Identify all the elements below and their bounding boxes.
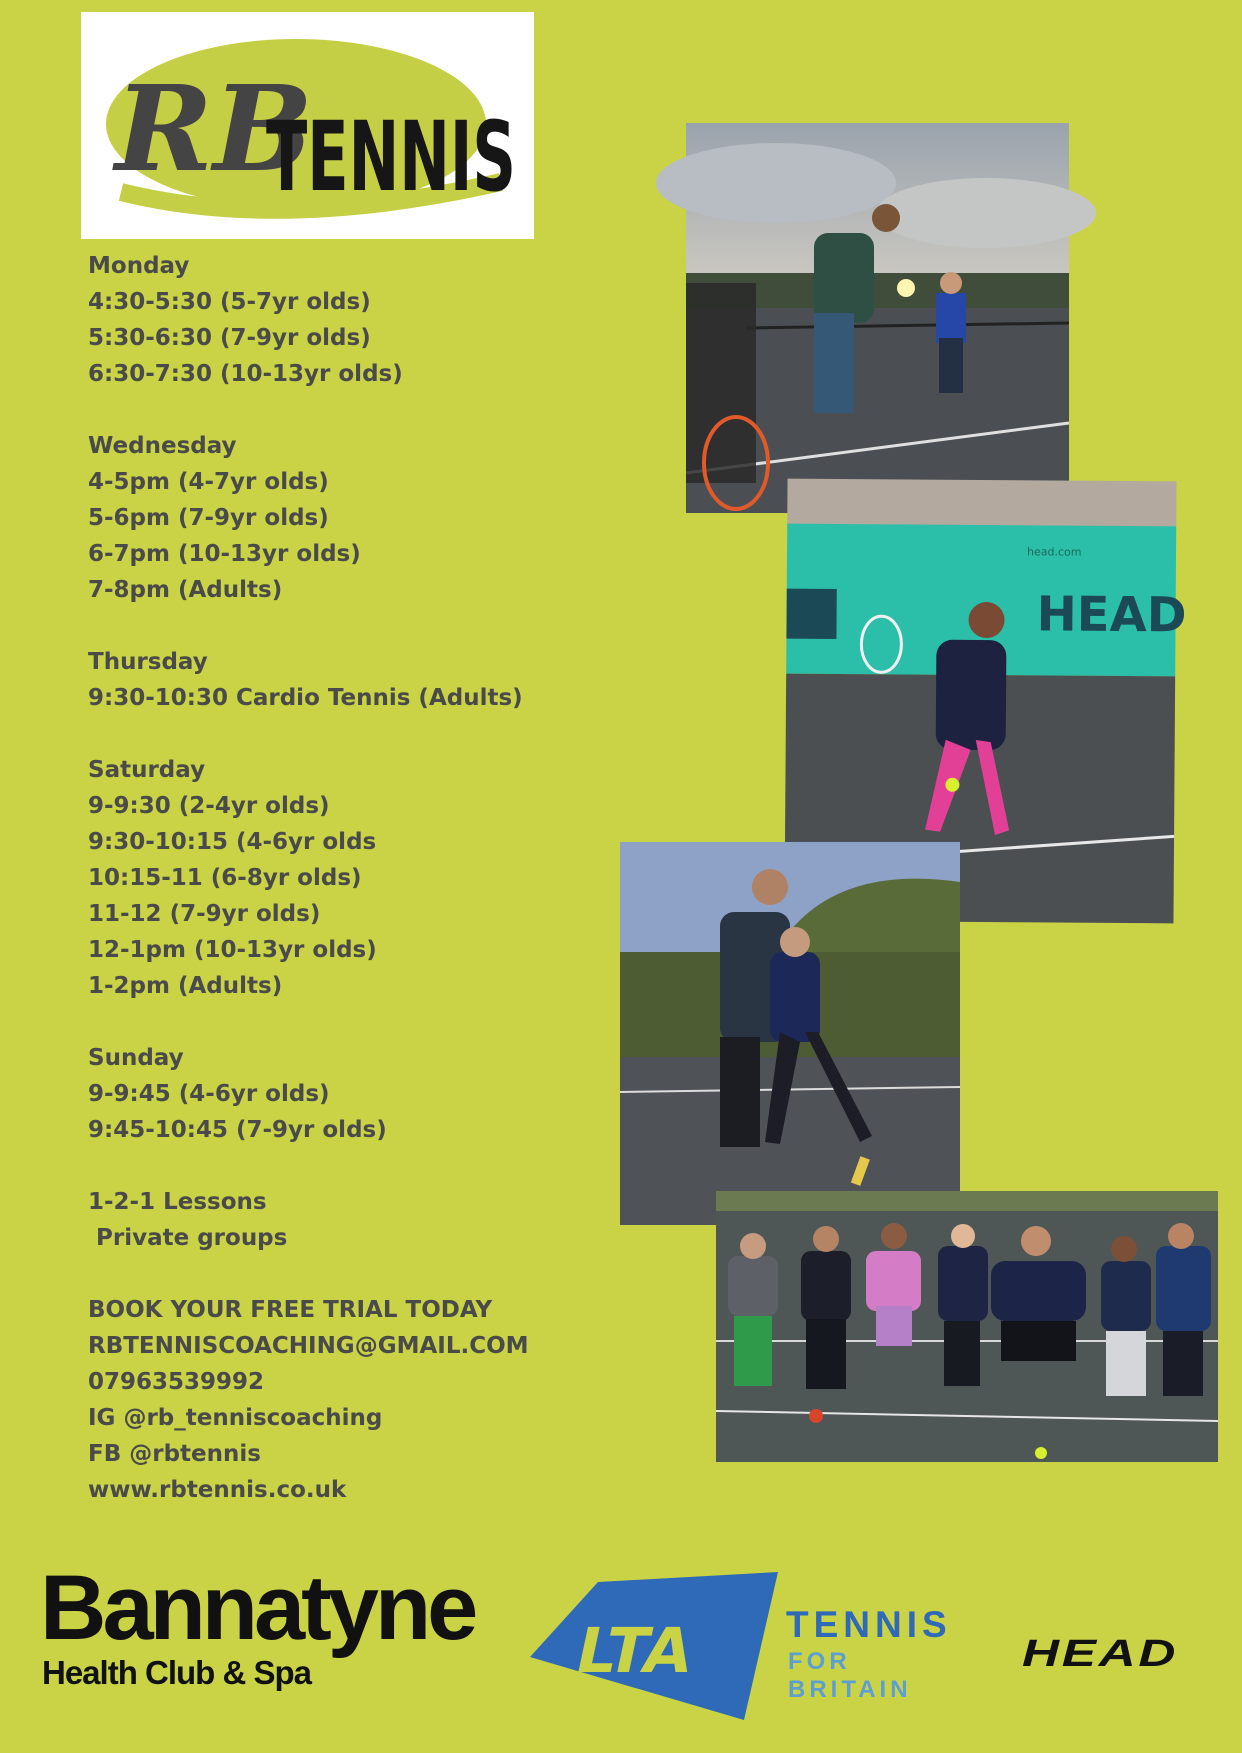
- photo-kids-group: [716, 1191, 1218, 1462]
- schedule-sunday: [88, 1040, 608, 1148]
- session-line: 9:45-10:45 (7-9yr olds): [88, 1117, 387, 1143]
- session-line: 11-12 (7-9yr olds): [88, 901, 321, 927]
- rb-tennis-logo: [81, 12, 534, 239]
- phone-text: 07963539992: [88, 1369, 265, 1395]
- session-line: 10:15-11 (6-8yr olds): [88, 865, 362, 891]
- extra-line: Private groups: [88, 1225, 288, 1251]
- email-text: RBTENNISCOACHING@GMAIL.COM: [88, 1333, 529, 1359]
- lta-line2: FOR BRITAIN: [788, 1648, 912, 1703]
- logo-initials: RB: [115, 59, 313, 198]
- session-line: 12-1pm (10-13yr olds): [88, 937, 377, 963]
- lta-logo: [530, 1572, 970, 1722]
- schedule-column: [88, 248, 608, 1544]
- session-line: 5-6pm (7-9yr olds): [88, 505, 329, 531]
- lta-mark-graphic: [530, 1572, 780, 1722]
- bannatyne-subtitle: Health Club & Spa: [42, 1654, 312, 1691]
- session-line: 6:30-7:30 (10-13yr olds): [88, 361, 403, 387]
- session-line: 4-5pm (4-7yr olds): [88, 469, 329, 495]
- session-line: 9-9:45 (4-6yr olds): [88, 1081, 330, 1107]
- session-line: 9-9:30 (2-4yr olds): [88, 793, 330, 819]
- contact-block: [88, 1292, 608, 1508]
- banner-small-text: head.com: [1026, 545, 1082, 559]
- day-heading: Monday: [88, 253, 190, 279]
- session-line: 9:30-10:30 Cardio Tennis (Adults): [88, 685, 523, 711]
- logo-word: TENNIS: [266, 101, 516, 213]
- extras: [88, 1184, 608, 1256]
- session-line: 5:30-6:30 (7-9yr olds): [88, 325, 371, 351]
- bannatyne-logo: [40, 1557, 520, 1702]
- schedule-saturday: [88, 752, 608, 1004]
- lta-mark-text: LTA: [569, 1614, 700, 1687]
- day-heading: Wednesday: [88, 433, 237, 459]
- instagram-text: IG @rb_tenniscoaching: [88, 1405, 383, 1431]
- day-heading: Sunday: [88, 1045, 184, 1071]
- photo-coach-with-girl: [620, 842, 960, 1225]
- head-logo: HEAD: [1022, 1633, 1179, 1675]
- website-text: www.rbtennis.co.uk: [88, 1477, 347, 1503]
- photo-coach-with-child: [686, 123, 1069, 513]
- day-heading: Saturday: [88, 757, 206, 783]
- schedule-wednesday: [88, 428, 608, 608]
- session-line: 9:30-10:15 (4-6yr olds: [88, 829, 377, 855]
- schedule-thursday: [88, 644, 608, 716]
- lta-line1: TENNIS: [786, 1604, 952, 1645]
- bannatyne-title: Bannatyne: [40, 1557, 475, 1659]
- session-line: 1-2pm (Adults): [88, 973, 283, 999]
- schedule-monday: [88, 248, 608, 392]
- session-line: 6-7pm (10-13yr olds): [88, 541, 361, 567]
- extra-line: 1-2-1 Lessons: [88, 1189, 267, 1215]
- facebook-text: FB @rbtennis: [88, 1441, 261, 1467]
- banner-big-text: HEAD: [1036, 586, 1187, 644]
- logo-graphic: [81, 12, 534, 239]
- session-line: 7-8pm (Adults): [88, 577, 283, 603]
- day-heading: Thursday: [88, 649, 208, 675]
- session-line: 4:30-5:30 (5-7yr olds): [88, 289, 371, 315]
- cta-text: BOOK YOUR FREE TRIAL TODAY: [88, 1297, 493, 1323]
